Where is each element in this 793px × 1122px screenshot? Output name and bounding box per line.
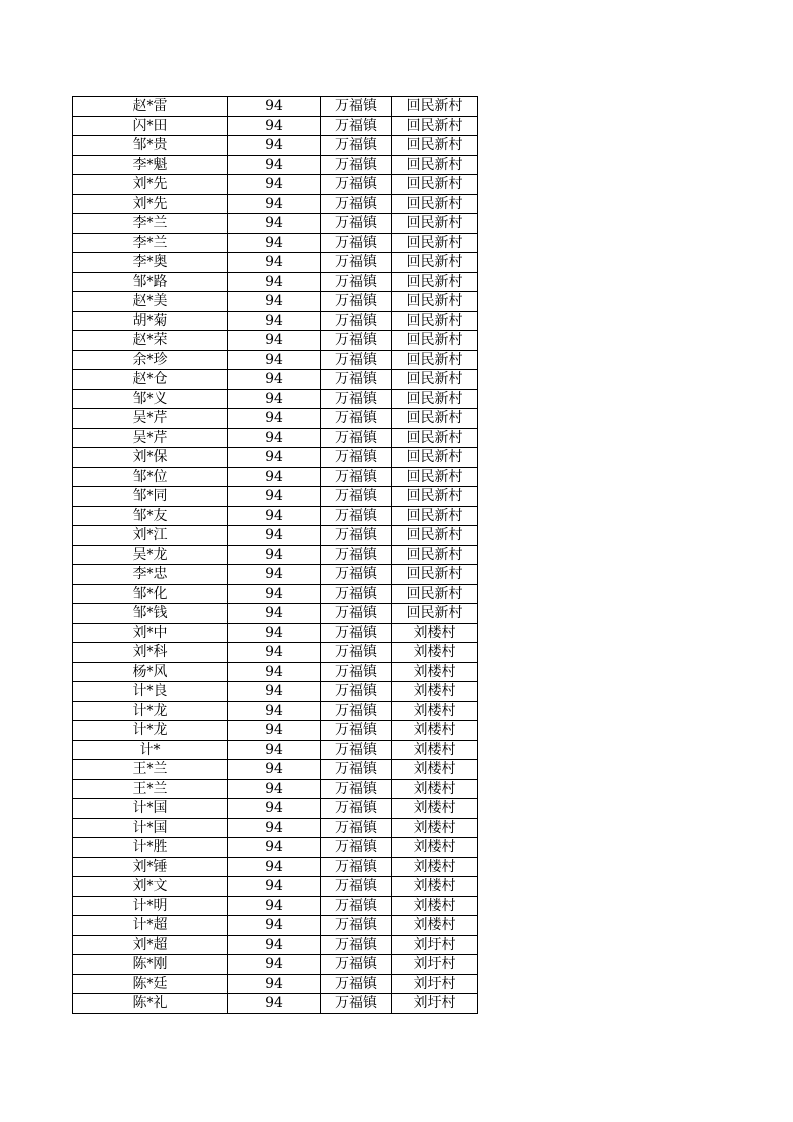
name-cell: 陈*廷 bbox=[73, 974, 228, 994]
village-cell: 回民新村 bbox=[392, 506, 478, 526]
village-cell: 刘圩村 bbox=[392, 955, 478, 975]
score-cell: 94 bbox=[228, 545, 321, 565]
village-cell: 刘圩村 bbox=[392, 935, 478, 955]
village-cell: 刘圩村 bbox=[392, 994, 478, 1014]
table-row bbox=[73, 916, 478, 936]
table-row bbox=[73, 799, 478, 819]
name-cell: 邹*义 bbox=[73, 389, 228, 409]
table-row bbox=[73, 662, 478, 682]
town-cell: 万福镇 bbox=[321, 701, 392, 721]
town-cell: 万福镇 bbox=[321, 389, 392, 409]
table-row bbox=[73, 194, 478, 214]
town-cell: 万福镇 bbox=[321, 409, 392, 429]
name-cell: 刘*文 bbox=[73, 877, 228, 897]
village-cell: 刘楼村 bbox=[392, 682, 478, 702]
town-cell: 万福镇 bbox=[321, 526, 392, 546]
village-cell: 回民新村 bbox=[392, 331, 478, 351]
village-cell: 刘楼村 bbox=[392, 916, 478, 936]
village-cell: 刘楼村 bbox=[392, 896, 478, 916]
town-cell: 万福镇 bbox=[321, 370, 392, 390]
table-row bbox=[73, 604, 478, 624]
village-cell: 刘楼村 bbox=[392, 701, 478, 721]
score-cell: 94 bbox=[228, 740, 321, 760]
score-cell: 94 bbox=[228, 253, 321, 273]
town-cell: 万福镇 bbox=[321, 935, 392, 955]
town-cell: 万福镇 bbox=[321, 311, 392, 331]
town-cell: 万福镇 bbox=[321, 623, 392, 643]
table-row bbox=[73, 97, 478, 117]
name-cell: 李*魁 bbox=[73, 155, 228, 175]
town-cell: 万福镇 bbox=[321, 662, 392, 682]
village-cell: 回民新村 bbox=[392, 487, 478, 507]
village-cell: 回民新村 bbox=[392, 545, 478, 565]
town-cell: 万福镇 bbox=[321, 877, 392, 897]
village-cell: 回民新村 bbox=[392, 116, 478, 136]
name-cell: 李*奥 bbox=[73, 253, 228, 273]
village-cell: 回民新村 bbox=[392, 409, 478, 429]
village-cell: 回民新村 bbox=[392, 584, 478, 604]
village-cell: 回民新村 bbox=[392, 97, 478, 117]
score-cell: 94 bbox=[228, 682, 321, 702]
name-cell: 邹*友 bbox=[73, 506, 228, 526]
score-cell: 94 bbox=[228, 233, 321, 253]
name-cell: 计*龙 bbox=[73, 721, 228, 741]
table-row bbox=[73, 955, 478, 975]
village-cell: 刘楼村 bbox=[392, 623, 478, 643]
town-cell: 万福镇 bbox=[321, 818, 392, 838]
name-cell: 刘*中 bbox=[73, 623, 228, 643]
table-row bbox=[73, 136, 478, 156]
name-cell: 吴*芹 bbox=[73, 428, 228, 448]
town-cell: 万福镇 bbox=[321, 584, 392, 604]
town-cell: 万福镇 bbox=[321, 155, 392, 175]
table-row bbox=[73, 331, 478, 351]
score-cell: 94 bbox=[228, 838, 321, 858]
table-row bbox=[73, 760, 478, 780]
name-cell: 刘*超 bbox=[73, 935, 228, 955]
village-cell: 回民新村 bbox=[392, 370, 478, 390]
name-cell: 陈*刚 bbox=[73, 955, 228, 975]
town-cell: 万福镇 bbox=[321, 896, 392, 916]
name-cell: 赵*雷 bbox=[73, 97, 228, 117]
table-row bbox=[73, 584, 478, 604]
table-row bbox=[73, 272, 478, 292]
score-cell: 94 bbox=[228, 272, 321, 292]
town-cell: 万福镇 bbox=[321, 136, 392, 156]
name-cell: 计*国 bbox=[73, 799, 228, 819]
score-cell: 94 bbox=[228, 116, 321, 136]
town-cell: 万福镇 bbox=[321, 799, 392, 819]
table-row bbox=[73, 409, 478, 429]
table-row bbox=[73, 896, 478, 916]
town-cell: 万福镇 bbox=[321, 974, 392, 994]
score-cell: 94 bbox=[228, 487, 321, 507]
name-cell: 闪*田 bbox=[73, 116, 228, 136]
village-cell: 回民新村 bbox=[392, 233, 478, 253]
score-cell: 94 bbox=[228, 994, 321, 1014]
score-cell: 94 bbox=[228, 389, 321, 409]
table-row bbox=[73, 350, 478, 370]
table-row bbox=[73, 214, 478, 234]
table-body bbox=[73, 97, 478, 1014]
score-cell: 94 bbox=[228, 760, 321, 780]
table-row bbox=[73, 838, 478, 858]
town-cell: 万福镇 bbox=[321, 506, 392, 526]
town-cell: 万福镇 bbox=[321, 214, 392, 234]
table-row bbox=[73, 779, 478, 799]
score-cell: 94 bbox=[228, 467, 321, 487]
town-cell: 万福镇 bbox=[321, 97, 392, 117]
score-cell: 94 bbox=[228, 350, 321, 370]
name-cell: 余*珍 bbox=[73, 350, 228, 370]
town-cell: 万福镇 bbox=[321, 233, 392, 253]
village-cell: 刘楼村 bbox=[392, 877, 478, 897]
name-cell: 王*兰 bbox=[73, 779, 228, 799]
name-cell: 赵*仓 bbox=[73, 370, 228, 390]
name-cell: 计*龙 bbox=[73, 701, 228, 721]
town-cell: 万福镇 bbox=[321, 292, 392, 312]
town-cell: 万福镇 bbox=[321, 175, 392, 195]
table-row bbox=[73, 818, 478, 838]
name-cell: 李*兰 bbox=[73, 233, 228, 253]
score-cell: 94 bbox=[228, 877, 321, 897]
name-cell: 陈*礼 bbox=[73, 994, 228, 1014]
name-cell: 刘*锤 bbox=[73, 857, 228, 877]
town-cell: 万福镇 bbox=[321, 721, 392, 741]
table-row bbox=[73, 253, 478, 273]
town-cell: 万福镇 bbox=[321, 194, 392, 214]
name-cell: 刘*先 bbox=[73, 175, 228, 195]
score-cell: 94 bbox=[228, 370, 321, 390]
table-row bbox=[73, 233, 478, 253]
village-cell: 回民新村 bbox=[392, 448, 478, 468]
table-row bbox=[73, 935, 478, 955]
village-cell: 回民新村 bbox=[392, 565, 478, 585]
table-row bbox=[73, 701, 478, 721]
town-cell: 万福镇 bbox=[321, 604, 392, 624]
table-row bbox=[73, 506, 478, 526]
score-cell: 94 bbox=[228, 896, 321, 916]
name-cell: 邹*位 bbox=[73, 467, 228, 487]
village-cell: 刘楼村 bbox=[392, 662, 478, 682]
village-cell: 回民新村 bbox=[392, 389, 478, 409]
name-cell: 赵*荣 bbox=[73, 331, 228, 351]
table-row bbox=[73, 155, 478, 175]
town-cell: 万福镇 bbox=[321, 565, 392, 585]
village-cell: 回民新村 bbox=[392, 253, 478, 273]
town-cell: 万福镇 bbox=[321, 116, 392, 136]
score-cell: 94 bbox=[228, 974, 321, 994]
name-cell: 刘*江 bbox=[73, 526, 228, 546]
score-cell: 94 bbox=[228, 409, 321, 429]
village-cell: 回民新村 bbox=[392, 311, 478, 331]
score-cell: 94 bbox=[228, 331, 321, 351]
score-cell: 94 bbox=[228, 604, 321, 624]
town-cell: 万福镇 bbox=[321, 682, 392, 702]
table-row bbox=[73, 623, 478, 643]
table-row bbox=[73, 740, 478, 760]
score-cell: 94 bbox=[228, 428, 321, 448]
name-cell: 计*胜 bbox=[73, 838, 228, 858]
score-cell: 94 bbox=[228, 526, 321, 546]
table-row bbox=[73, 389, 478, 409]
town-cell: 万福镇 bbox=[321, 994, 392, 1014]
village-cell: 回民新村 bbox=[392, 155, 478, 175]
score-cell: 94 bbox=[228, 779, 321, 799]
town-cell: 万福镇 bbox=[321, 428, 392, 448]
town-cell: 万福镇 bbox=[321, 740, 392, 760]
town-cell: 万福镇 bbox=[321, 838, 392, 858]
table-row bbox=[73, 428, 478, 448]
table-row bbox=[73, 292, 478, 312]
name-cell: 胡*菊 bbox=[73, 311, 228, 331]
town-cell: 万福镇 bbox=[321, 331, 392, 351]
table-row bbox=[73, 311, 478, 331]
town-cell: 万福镇 bbox=[321, 448, 392, 468]
name-cell: 李*忠 bbox=[73, 565, 228, 585]
score-cell: 94 bbox=[228, 857, 321, 877]
name-cell: 刘*保 bbox=[73, 448, 228, 468]
table-row bbox=[73, 448, 478, 468]
table-row bbox=[73, 721, 478, 741]
village-cell: 刘楼村 bbox=[392, 760, 478, 780]
village-cell: 刘楼村 bbox=[392, 643, 478, 663]
table-row bbox=[73, 175, 478, 195]
score-cell: 94 bbox=[228, 565, 321, 585]
table-row bbox=[73, 643, 478, 663]
village-cell: 回民新村 bbox=[392, 604, 478, 624]
name-cell: 邹*同 bbox=[73, 487, 228, 507]
score-cell: 94 bbox=[228, 701, 321, 721]
score-cell: 94 bbox=[228, 194, 321, 214]
table-row bbox=[73, 994, 478, 1014]
town-cell: 万福镇 bbox=[321, 487, 392, 507]
village-cell: 回民新村 bbox=[392, 214, 478, 234]
town-cell: 万福镇 bbox=[321, 760, 392, 780]
table-row bbox=[73, 526, 478, 546]
score-cell: 94 bbox=[228, 214, 321, 234]
score-cell: 94 bbox=[228, 623, 321, 643]
table-row bbox=[73, 370, 478, 390]
name-cell: 刘*先 bbox=[73, 194, 228, 214]
town-cell: 万福镇 bbox=[321, 467, 392, 487]
table-row bbox=[73, 116, 478, 136]
name-cell: 邹*路 bbox=[73, 272, 228, 292]
village-cell: 刘楼村 bbox=[392, 779, 478, 799]
score-cell: 94 bbox=[228, 506, 321, 526]
name-cell: 赵*美 bbox=[73, 292, 228, 312]
table-row bbox=[73, 974, 478, 994]
table-row bbox=[73, 682, 478, 702]
table-row bbox=[73, 545, 478, 565]
name-cell: 邹*化 bbox=[73, 584, 228, 604]
table-row bbox=[73, 487, 478, 507]
village-cell: 回民新村 bbox=[392, 428, 478, 448]
town-cell: 万福镇 bbox=[321, 857, 392, 877]
score-cell: 94 bbox=[228, 311, 321, 331]
table-row bbox=[73, 565, 478, 585]
town-cell: 万福镇 bbox=[321, 916, 392, 936]
town-cell: 万福镇 bbox=[321, 643, 392, 663]
village-cell: 刘圩村 bbox=[392, 974, 478, 994]
score-cell: 94 bbox=[228, 97, 321, 117]
name-cell: 计*国 bbox=[73, 818, 228, 838]
town-cell: 万福镇 bbox=[321, 272, 392, 292]
name-cell: 吴*龙 bbox=[73, 545, 228, 565]
town-cell: 万福镇 bbox=[321, 545, 392, 565]
score-cell: 94 bbox=[228, 721, 321, 741]
score-cell: 94 bbox=[228, 916, 321, 936]
village-cell: 刘楼村 bbox=[392, 838, 478, 858]
name-cell: 杨*风 bbox=[73, 662, 228, 682]
town-cell: 万福镇 bbox=[321, 253, 392, 273]
village-cell: 刘楼村 bbox=[392, 799, 478, 819]
town-cell: 万福镇 bbox=[321, 779, 392, 799]
village-cell: 回民新村 bbox=[392, 272, 478, 292]
name-cell: 吴*芹 bbox=[73, 409, 228, 429]
village-cell: 回民新村 bbox=[392, 467, 478, 487]
name-cell: 邹*钱 bbox=[73, 604, 228, 624]
data-table bbox=[72, 96, 478, 1014]
score-cell: 94 bbox=[228, 643, 321, 663]
score-cell: 94 bbox=[228, 935, 321, 955]
village-cell: 刘楼村 bbox=[392, 818, 478, 838]
village-cell: 回民新村 bbox=[392, 136, 478, 156]
town-cell: 万福镇 bbox=[321, 955, 392, 975]
score-cell: 94 bbox=[228, 292, 321, 312]
table-row bbox=[73, 877, 478, 897]
table-row bbox=[73, 467, 478, 487]
village-cell: 回民新村 bbox=[392, 526, 478, 546]
village-cell: 回民新村 bbox=[392, 175, 478, 195]
name-cell: 计*良 bbox=[73, 682, 228, 702]
village-cell: 刘楼村 bbox=[392, 721, 478, 741]
name-cell: 刘*科 bbox=[73, 643, 228, 663]
score-cell: 94 bbox=[228, 818, 321, 838]
score-cell: 94 bbox=[228, 662, 321, 682]
score-cell: 94 bbox=[228, 175, 321, 195]
name-cell: 邹*贵 bbox=[73, 136, 228, 156]
name-cell: 计* bbox=[73, 740, 228, 760]
village-cell: 回民新村 bbox=[392, 194, 478, 214]
score-cell: 94 bbox=[228, 584, 321, 604]
town-cell: 万福镇 bbox=[321, 350, 392, 370]
score-cell: 94 bbox=[228, 136, 321, 156]
village-cell: 刘楼村 bbox=[392, 857, 478, 877]
table-row bbox=[73, 857, 478, 877]
name-cell: 计*超 bbox=[73, 916, 228, 936]
village-cell: 回民新村 bbox=[392, 350, 478, 370]
name-cell: 计*明 bbox=[73, 896, 228, 916]
score-cell: 94 bbox=[228, 955, 321, 975]
village-cell: 回民新村 bbox=[392, 292, 478, 312]
name-cell: 王*兰 bbox=[73, 760, 228, 780]
score-cell: 94 bbox=[228, 799, 321, 819]
score-cell: 94 bbox=[228, 448, 321, 468]
score-cell: 94 bbox=[228, 155, 321, 175]
village-cell: 刘楼村 bbox=[392, 740, 478, 760]
name-cell: 李*兰 bbox=[73, 214, 228, 234]
